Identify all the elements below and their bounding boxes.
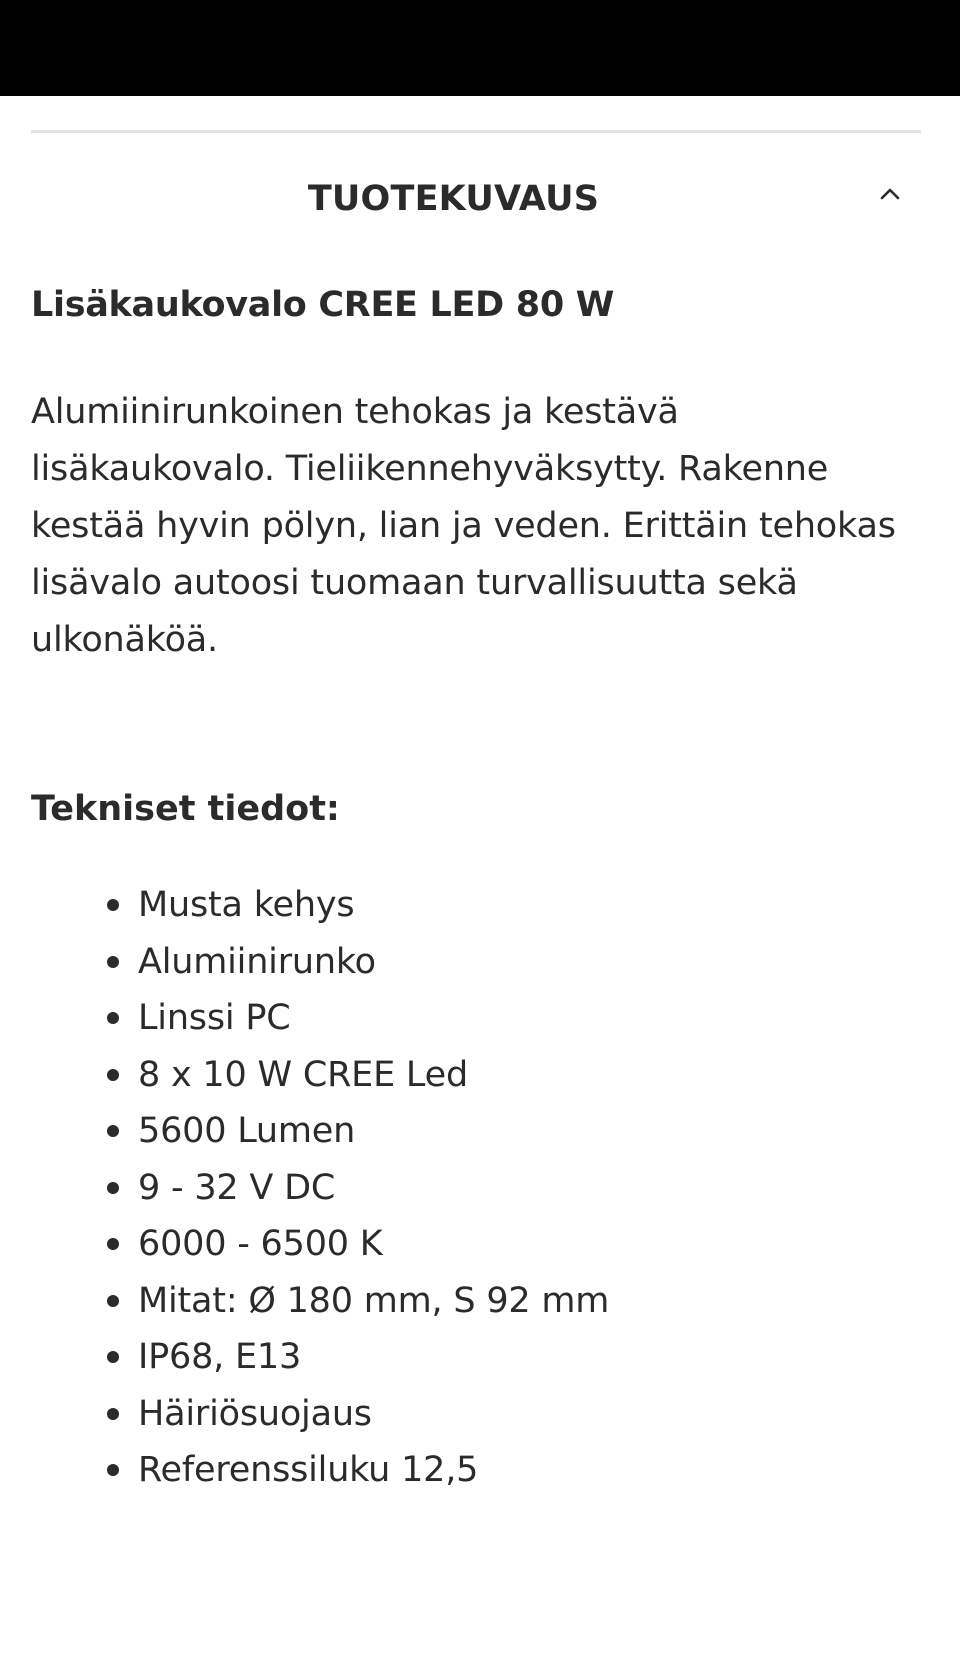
spec-item-text: Musta kehys [138,885,355,925]
accordion-title: TUOTEKUVAUS [307,179,600,219]
spec-item [107,990,921,1047]
bullet-icon [107,1351,119,1363]
bullet-icon [107,1182,119,1194]
bullet-icon [107,1125,119,1137]
top-bar [0,0,960,96]
product-description: Alumiinirunkoinen tehokas ja kestävä lisäkaukovalo. Tieliikennehyväksytty. Rakenne kestää hyvin pölyn, lian ja veden. Erittäin tehokas lisävalo autoosi tuomaan turvallisuutta sekä ulkonäköä. [31,392,896,660]
spec-item [107,1273,921,1330]
spec-item [107,877,921,934]
spec-item [107,1216,921,1273]
specs-heading: Tekniset tiedot: [31,789,340,829]
bullet-icon [107,1464,119,1476]
spec-item-text: Mitat: Ø 180 mm, S 92 mm [138,1280,610,1321]
bullet-icon [107,899,119,911]
spec-item [107,934,921,991]
spec-item [107,1386,921,1443]
bullet-icon [107,1238,119,1250]
product-description-content [31,278,921,1499]
spec-list [31,877,921,1499]
spec-item [107,1329,921,1386]
bullet-icon [107,1012,119,1024]
spec-item-text: 6000 - 6500 K [138,1224,383,1264]
product-title: Lisäkaukovalo CREE LED 80 W [31,285,615,325]
spec-item-text: Alumiinirunko [138,941,376,982]
spec-item [107,1047,921,1104]
spec-item [107,1160,921,1217]
spec-item [107,1103,921,1160]
spec-item-text: Häiriösuojaus [138,1393,372,1434]
chevron-up-icon[interactable] [877,181,903,207]
bullet-icon [107,1408,119,1420]
spec-item [107,1442,921,1499]
bullet-icon [107,956,119,968]
section-divider [31,130,921,133]
bullet-icon [107,1295,119,1307]
spec-item-text: 8 x 10 W CREE Led [138,1054,468,1095]
spec-item-text: Linssi PC [138,998,291,1038]
spec-item-text: Referenssiluku 12,5 [138,1450,479,1490]
bullet-icon [107,1069,119,1081]
spec-item-text: 5600 Lumen [138,1111,356,1151]
accordion-header-product-description[interactable] [31,175,921,235]
spec-item-text: IP68, E13 [138,1337,302,1377]
spec-item-text: 9 - 32 V DC [138,1167,336,1208]
